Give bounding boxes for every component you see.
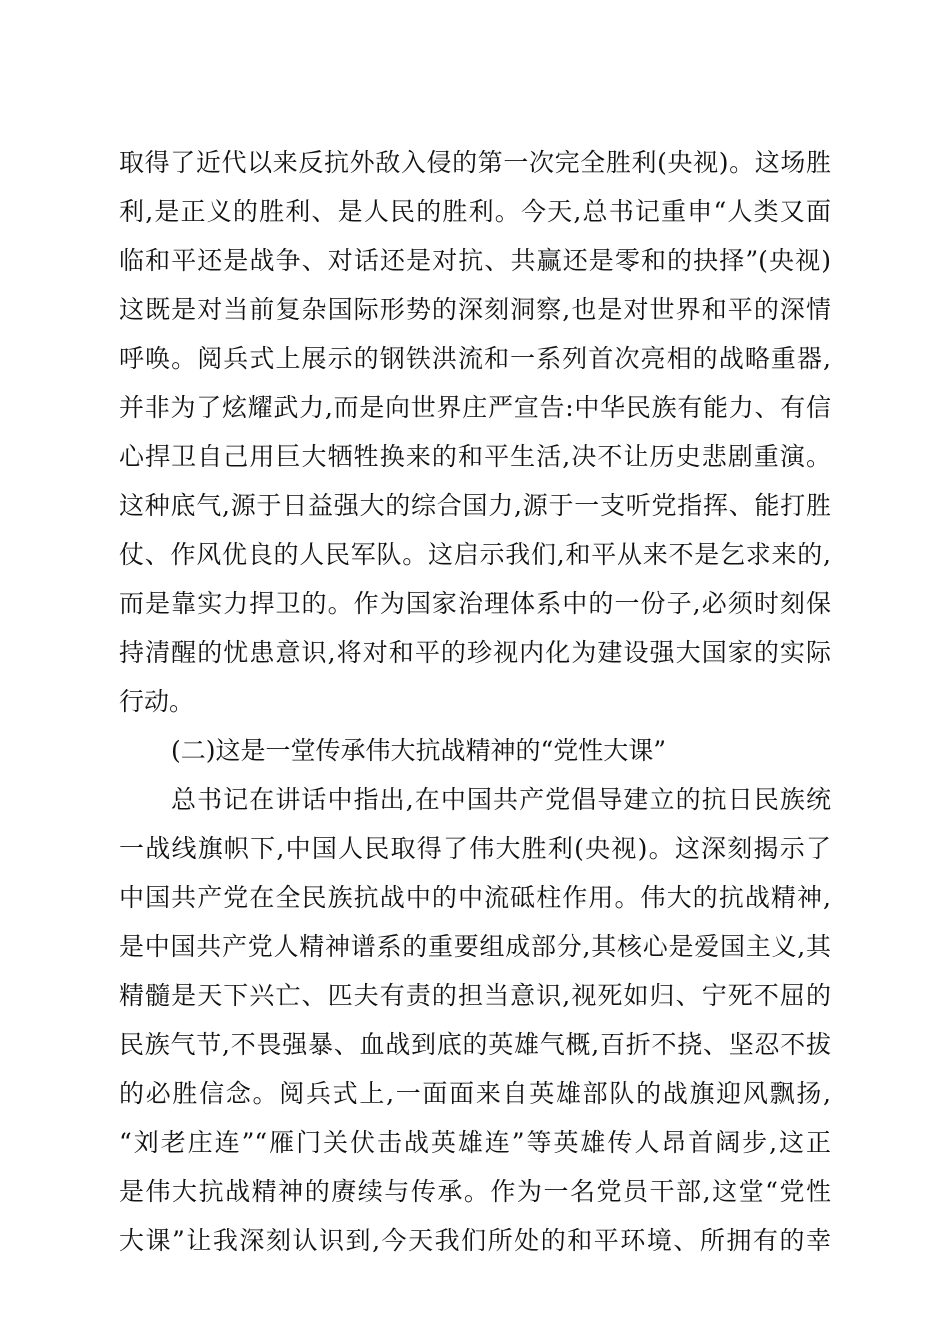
text-line: 持清醒的忧患意识,将对和平的珍视内化为建设强大国家的实际 [119,638,831,667]
paragraph-spirit [119,775,831,1265]
text-line: 是中国共产党人精神谱系的重要组成部分,其核心是爱国主义,其 [119,932,831,961]
text-line: 呼唤。阅兵式上展示的钢铁洪流和一系列首次亮相的战略重器, [119,344,831,373]
section-heading: (二)这是一堂传承伟大抗战精神的“党性大课” [171,736,667,765]
text-line: 大课”让我深刻认识到,今天我们所处的和平环境、所拥有的幸 [119,1226,831,1255]
text-line: “刘老庄连”“雁门关伏击战英雄连”等英雄传人昂首阔步,这正 [119,1128,831,1157]
text-line: 中国共产党在全民族抗战中的中流砥柱作用。伟大的抗战精神, [119,883,831,912]
text-line: 心捍卫自己用巨大牺牲换来的和平生活,决不让历史悲剧重演。 [119,442,831,471]
text-line: 仗、作风优良的人民军队。这启示我们,和平从来不是乞求来的, [119,540,831,569]
document-body [119,138,831,1265]
text-line: 总书记在讲话中指出,在中国共产党倡导建立的抗日民族统 [171,785,831,814]
text-line: 临和平还是战争、对话还是对抗、共赢还是零和的抉择”(央视) [119,246,831,275]
text-line: 利,是正义的胜利、是人民的胜利。今天,总书记重申“人类又面 [119,197,831,226]
text-line: 并非为了炫耀武力,而是向世界庄严宣告:中华民族有能力、有信 [119,393,831,422]
text-line: 而是靠实力捍卫的。作为国家治理体系中的一份子,必须时刻保 [119,589,831,618]
text-line: 行动。 [119,687,195,716]
text-line: 这既是对当前复杂国际形势的深刻洞察,也是对世界和平的深情 [119,295,831,324]
text-line: 民族气节,不畏强暴、血战到底的英雄气概,百折不挠、坚忍不拔 [119,1030,831,1059]
text-line: 一战线旗帜下,中国人民取得了伟大胜利(央视)。这深刻揭示了 [119,834,831,863]
text-line: 是伟大抗战精神的赓续与传承。作为一名党员干部,这堂“党性 [119,1177,831,1206]
text-line: 取得了近代以来反抗外敌入侵的第一次完全胜利(央视)。这场胜 [119,148,831,177]
text-line: 的必胜信念。阅兵式上,一面面来自英雄部队的战旗迎风飘扬, [119,1079,831,1108]
text-line: 这种底气,源于日益强大的综合国力,源于一支听党指挥、能打胜 [119,491,831,520]
paragraph-peace [119,138,831,726]
text-line: 精髓是天下兴亡、匹夫有责的担当意识,视死如归、宁死不屈的 [119,981,831,1010]
